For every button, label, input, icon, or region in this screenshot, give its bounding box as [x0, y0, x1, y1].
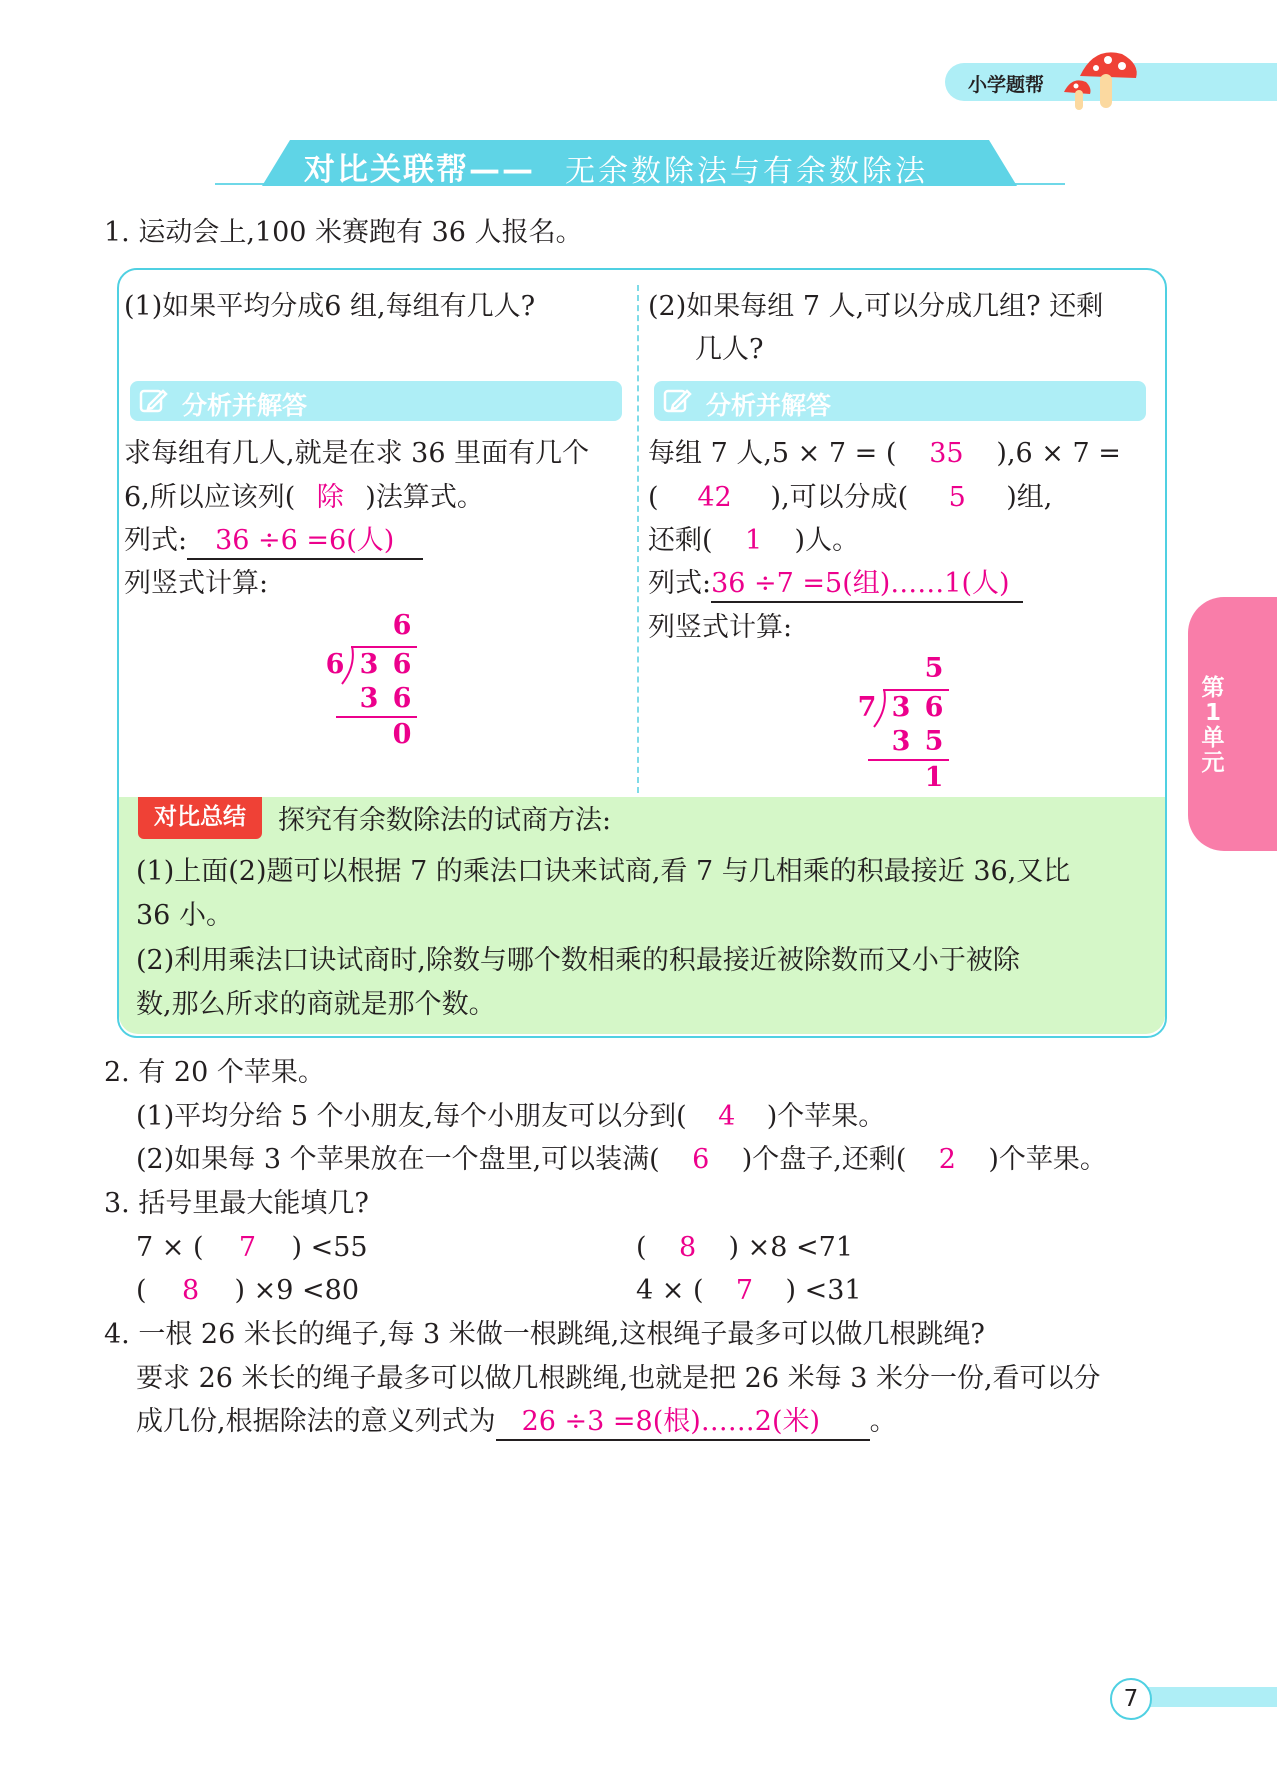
left-bracket-top	[351, 646, 417, 648]
answer-groups: 5	[948, 482, 966, 513]
summary-p2-cont: 数,那么所求的商就是那个数。	[136, 989, 496, 1020]
mushroom-icon	[1062, 46, 1142, 116]
left-dividend-digit: 6	[392, 649, 412, 680]
analysis-label-right: 分析并解答	[706, 391, 832, 420]
right-remainder: 1	[924, 762, 944, 793]
right-formula: 列式:36 ÷7 =5(组)……1(人)	[648, 567, 1023, 603]
left-product-digit: 6	[392, 683, 412, 714]
q1-right-question-cont: 几人?	[695, 334, 764, 365]
right-formula-answer: 36 ÷7 =5(组)……1(人)	[711, 567, 1023, 603]
q3-answer-c: 8	[181, 1275, 200, 1306]
right-vertical-label: 列竖式计算:	[648, 612, 793, 643]
q4-line-1: 要求 26 米长的绳子最多可以做几根跳绳,也就是把 26 米每 3 米分一份,看可以分	[136, 1363, 1101, 1394]
left-divisor: 6	[325, 649, 345, 680]
left-text-2: 6,所以应该列( 除 )法算式。	[124, 482, 484, 513]
left-formula-answer: 36 ÷6 =6(人)	[187, 524, 423, 560]
page-number: 7	[1110, 1678, 1152, 1720]
right-dividend-digit: 6	[924, 692, 944, 723]
q3-item-d: 4 × ( 7 ) <31	[636, 1275, 862, 1306]
right-text-1: 每组 7 人,5 × 7 = ( 35 ),6 × 7 =	[648, 438, 1121, 469]
q1-stem: 1. 运动会上,100 米赛跑有 36 人报名。	[104, 217, 583, 248]
answer-left-over: 1	[744, 525, 763, 556]
right-quotient: 5	[924, 653, 944, 684]
left-product-digit: 3	[359, 683, 379, 714]
summary-p1-cont: 36 小。	[136, 900, 233, 931]
brand-label: 小学题帮	[968, 74, 1045, 96]
summary-title: 探究有余数除法的试商方法:	[278, 805, 612, 836]
summary-p1: (1)上面(2)题可以根据 7 的乘法口诀来试商,看 7 与几相乘的积最接近 36,又比	[136, 856, 1071, 887]
q3-item-b: ( 8 ) ×8 <71	[636, 1232, 854, 1263]
box-divider	[637, 285, 639, 793]
q2-part-1: (1)平均分给 5 个小朋友,每个小朋友可以分到( 4 )个苹果。	[136, 1101, 886, 1132]
q1-left-question: (1)如果平均分成6 组,每组有几人?	[124, 291, 536, 322]
q2-stem: 2. 有 20 个苹果。	[104, 1057, 325, 1088]
q2-answer-3: 2	[938, 1144, 956, 1175]
right-text-3: 还剩( 1 )人。	[648, 525, 860, 556]
left-dividend-digit: 3	[359, 649, 379, 680]
q2-answer-1: 4	[718, 1101, 736, 1132]
q3-answer-d: 7	[735, 1275, 754, 1306]
right-divisor: 7	[857, 692, 877, 723]
pencil-icon	[138, 386, 168, 416]
left-text-1: 求每组有几人,就是在求 36 里面有几个	[124, 438, 590, 469]
q1-right-question: (2)如果每组 7 人,可以分成几组? 还剩	[648, 291, 1104, 322]
q4-stem: 4. 一根 26 米长的绳子,每 3 米做一根跳绳,这根绳子最多可以做几根跳绳?	[104, 1319, 985, 1350]
title-sub: 无余数除法与有余数除法	[565, 154, 928, 189]
pencil-icon	[662, 386, 692, 416]
right-text-2: ( 42 ),可以分成( 5 )组,	[648, 482, 1053, 513]
title-main: 对比关联帮——	[304, 152, 535, 188]
right-product-digit: 5	[924, 726, 944, 757]
q3-stem: 3. 括号里最大能填几?	[104, 1188, 369, 1219]
answer-operation: 除	[316, 482, 344, 513]
left-quotient: 6	[392, 610, 412, 641]
left-vertical-label: 列竖式计算:	[124, 568, 269, 599]
summary-p2: (2)利用乘法口诀试商时,除数与哪个数相乘的积最接近被除数而又小于被除	[136, 945, 1020, 976]
q4-formula-answer: 26 ÷3 =8(根)……2(米)	[496, 1405, 870, 1441]
q3-answer-a: 7	[238, 1232, 257, 1263]
q3-item-a: 7 × ( 7 ) <55	[136, 1232, 368, 1263]
right-bracket-top	[883, 689, 949, 691]
answer-35: 35	[929, 438, 964, 469]
right-product-digit: 3	[891, 726, 911, 757]
answer-42: 42	[697, 482, 732, 513]
analysis-label-left: 分析并解答	[182, 391, 308, 420]
q3-item-c: ( 8 ) ×9 <80	[136, 1275, 360, 1306]
unit-label: 第1单元	[1201, 675, 1225, 776]
q2-answer-2: 6	[692, 1144, 710, 1175]
left-subtract-line	[336, 716, 417, 718]
left-remainder: 0	[392, 719, 412, 750]
left-formula: 列式: 36 ÷6 =6(人)	[124, 524, 423, 560]
q3-answer-b: 8	[678, 1232, 697, 1263]
right-subtract-line	[868, 759, 949, 761]
q2-part-2: (2)如果每 3 个苹果放在一个盘里,可以装满( 6 )个盘子,还剩( 2 )个苹果。	[136, 1144, 1107, 1175]
q4-line-2: 成几份,根据除法的意义列式为 26 ÷3 =8(根)……2(米) 。	[136, 1405, 897, 1441]
right-dividend-digit: 3	[891, 692, 911, 723]
summary-tag: 对比总结	[138, 797, 262, 839]
